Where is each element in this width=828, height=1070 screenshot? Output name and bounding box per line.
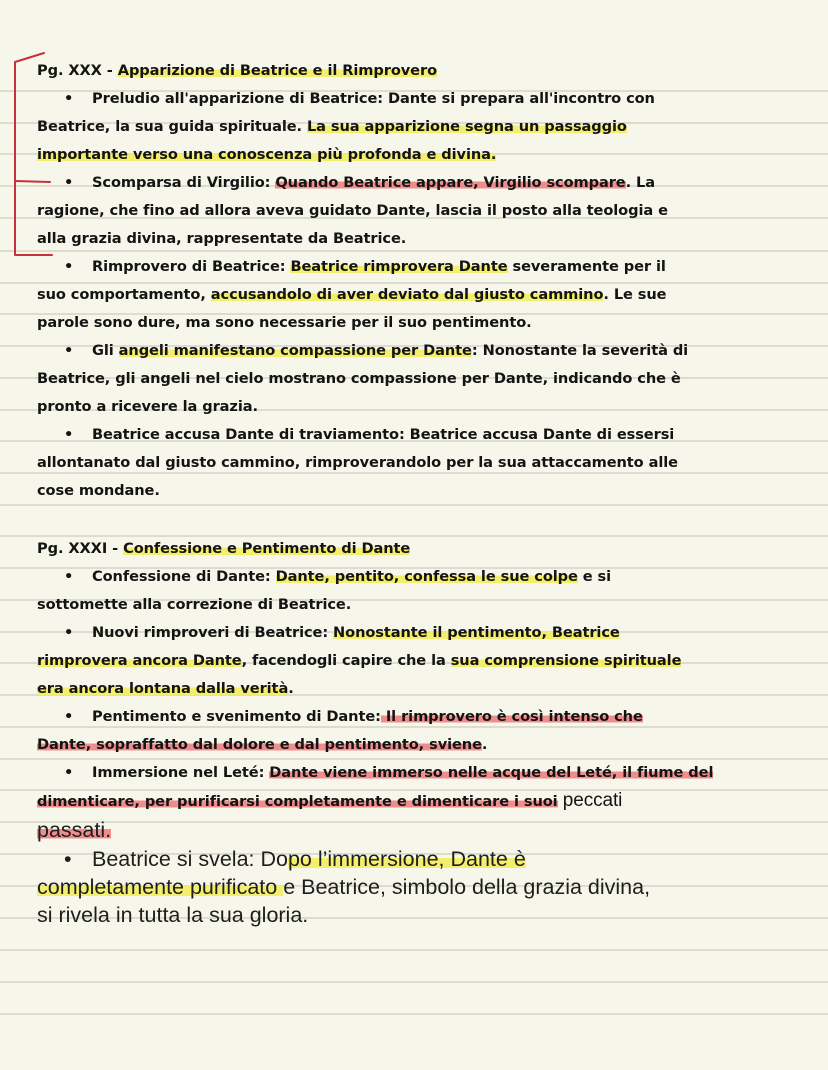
- rule-line: [0, 821, 828, 823]
- bullet-item: [64, 337, 688, 365]
- bullet-icon: •: [64, 764, 74, 781]
- highlighted-text: po l’immersione, Dante è: [287, 847, 526, 871]
- bullet-text-line: [37, 449, 678, 477]
- bullet-text: . La: [625, 174, 655, 191]
- bullet-item: [64, 169, 655, 197]
- highlighted-text: passati.: [37, 818, 112, 842]
- highlighted-text: Dante, sopraffatto dal dolore e dal pentimento, sviene: [37, 736, 482, 753]
- bullet-term: Immersione nel Leté:: [92, 764, 265, 781]
- bullet-text-line: [37, 393, 258, 421]
- highlighted-text: sua comprensione spirituale: [450, 652, 682, 669]
- rule-line: [0, 949, 828, 951]
- bullet-text: severamente per il: [507, 258, 666, 275]
- section-title-prefix: Pg. XXXI -: [37, 540, 124, 557]
- highlighted-text: Beatrice rimprovera Dante: [290, 258, 508, 275]
- bullet-text: e Beatrice, simbolo della grazia divina,: [283, 875, 651, 899]
- bullet-term: Rimprovero di Beatrice:: [92, 258, 286, 275]
- bullet-text: cose mondane.: [37, 482, 160, 499]
- bullet-text: . Le sue: [603, 286, 667, 303]
- bullet-text: Beatrice accusa Dante di essersi: [404, 426, 675, 443]
- highlighted-text: importante verso una conoscenza più profonda e divina.: [37, 146, 497, 163]
- bullet-text: si rivela in tutta la sua gloria.: [37, 903, 309, 927]
- bullet-text: Nonostante la severità di: [477, 342, 689, 359]
- bullet-text-line: [37, 787, 622, 815]
- bullet-text-line: [37, 901, 308, 929]
- bullet-icon: •: [64, 258, 74, 275]
- bullet-term: Beatrice si svela: Do: [92, 847, 288, 871]
- bullet-icon: •: [64, 426, 74, 443]
- bullet-icon: •: [64, 90, 74, 107]
- bullet-text: Beatrice, la sua guida spirituale.: [37, 118, 307, 135]
- bullet-icon: •: [64, 174, 74, 191]
- bullet-text: Beatrice, gli angeli nel cielo mostrano compassione per Dante, indicando che è: [37, 370, 681, 387]
- bullet-text-line: [37, 113, 627, 141]
- bullet-item: [64, 421, 674, 449]
- bullet-term: Nuovi rimproveri di Beatrice:: [92, 624, 329, 641]
- bullet-icon: •: [64, 847, 72, 871]
- highlighted-text: Nonostante il pentimento, Beatrice: [333, 624, 620, 641]
- highlighted-text: La sua apparizione segna un passaggio: [306, 118, 627, 135]
- bullet-text: .: [288, 680, 294, 697]
- bullet-text-line: [37, 309, 532, 337]
- bullet-text-line: [37, 647, 681, 675]
- bullet-item: [64, 759, 713, 787]
- bullet-icon: •: [64, 624, 74, 641]
- bullet-text-line: [37, 225, 406, 253]
- bullet-icon: •: [64, 342, 74, 359]
- bullet-text-line: [37, 477, 160, 505]
- bullet-text: alla grazia divina, rappresentate da Beatrice.: [37, 230, 407, 247]
- bullet-term: Beatrice accusa Dante di traviamento:: [92, 426, 405, 443]
- bullet-term: Gli: [92, 342, 119, 359]
- bullet-item: [64, 845, 526, 873]
- bullet-term: Preludio all'apparizione di Beatrice:: [92, 90, 383, 107]
- bullet-text: ragione, che fino ad allora aveva guidato Dante, lascia il posto alla teologia e: [37, 202, 668, 219]
- highlighted-text: rimprovera ancora Dante: [37, 652, 242, 669]
- highlighted-text: Dante, pentito, confessa le sue colpe: [275, 568, 578, 585]
- section-title-highlight: Apparizione di Beatrice e il Rimprovero: [117, 62, 437, 79]
- bullet-text: .: [481, 736, 488, 753]
- highlighted-text: era ancora lontana dalla verità: [37, 680, 289, 697]
- bullet-text: peccati: [557, 790, 623, 811]
- highlighted-text: accusandolo di aver deviato dal giusto cammino: [210, 286, 604, 303]
- highlighted-text: dimenticare, per purificarsi completamente e dimenticare i suoi: [37, 793, 558, 810]
- highlighted-text: Dante viene immerso nelle acque del Leté, il fiume del: [269, 764, 714, 781]
- section-title: [37, 57, 437, 85]
- bullet-text: allontanato dal giusto cammino, rimproverandolo per la sua attaccamento alle: [37, 454, 678, 471]
- bullet-text: , facendogli capire che la: [241, 652, 451, 669]
- bullet-text: pronto a ricevere la grazia.: [37, 398, 258, 415]
- bullet-text-line: [37, 141, 496, 169]
- section-title-prefix: Pg. XXX -: [37, 62, 118, 79]
- bullet-text-line: [37, 591, 351, 619]
- highlighted-text: completamente purificato: [37, 875, 284, 899]
- bullet-text-line: [37, 731, 487, 759]
- bullet-text-line: [37, 281, 666, 309]
- rule-line: [0, 981, 828, 983]
- highlighted-text: Quando Beatrice appare, Virgilio scompare: [275, 174, 626, 191]
- bullet-text-line: [37, 873, 650, 901]
- bullet-text: e si: [577, 568, 612, 585]
- bullet-text: Dante si prepara all'incontro con: [383, 90, 655, 107]
- bullet-item: [64, 703, 643, 731]
- bullet-text: parole sono dure, ma sono necessarie per il suo pentimento.: [37, 314, 532, 331]
- bullet-term: :: [471, 342, 478, 359]
- bullet-text-line: [37, 365, 681, 393]
- bullet-item: [64, 563, 611, 591]
- bullet-item: [64, 619, 620, 647]
- highlighted-text: Il rimprovero è così intenso che: [380, 708, 643, 725]
- bullet-text-line: [37, 197, 668, 225]
- bullet-text: sottomette alla correzione di Beatrice.: [37, 596, 352, 613]
- bullet-text-line: [37, 675, 294, 703]
- bullet-text-line: [37, 816, 111, 844]
- section-title: [37, 535, 410, 563]
- bullet-item: [64, 253, 666, 281]
- bullet-icon: •: [64, 568, 74, 585]
- bullet-term: Pentimento e svenimento di Dante:: [92, 708, 381, 725]
- section-title-highlight: Confessione e Pentimento di Dante: [123, 540, 411, 557]
- highlighted-text: angeli manifestano compassione per Dante: [118, 342, 472, 359]
- rule-line: [0, 1013, 828, 1015]
- bullet-term: Scomparsa di Virgilio:: [92, 174, 271, 191]
- bullet-term: Confessione di Dante:: [92, 568, 271, 585]
- bullet-text: suo comportamento,: [37, 286, 211, 303]
- bullet-item: [64, 85, 655, 113]
- bullet-icon: •: [64, 708, 74, 725]
